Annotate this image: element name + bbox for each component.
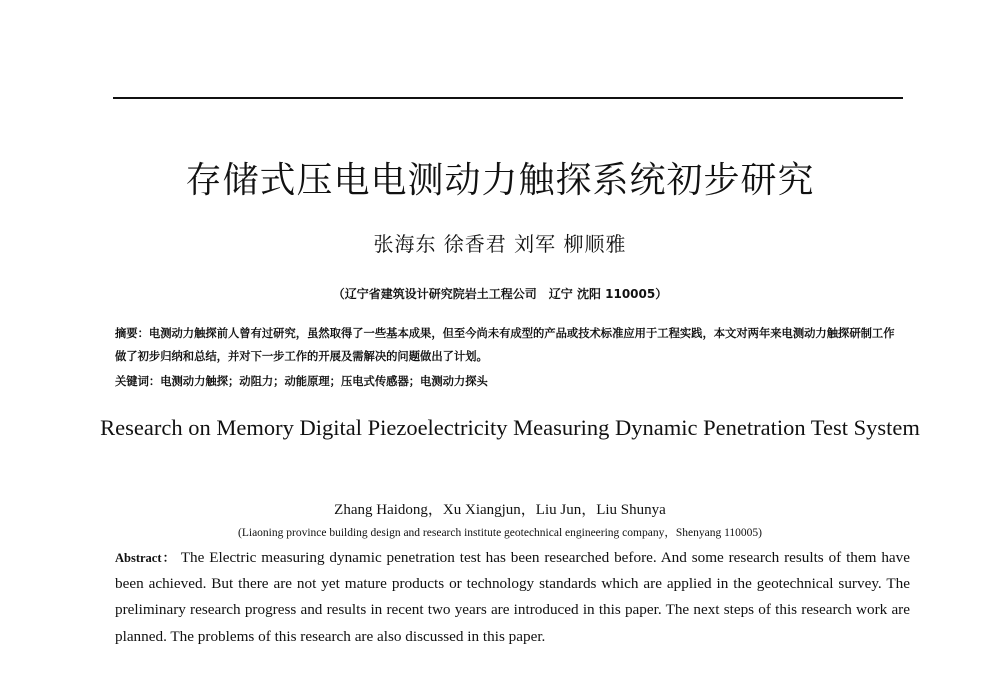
english-abstract-text: The Electric measuring dynamic penetration test has been researched before. And some research results of them have been achieved. But there are not yet mature products or technology standards which are applied in the geotechnical survey. The preliminary research progress and results in recent two years are introduced in this paper. The next steps of this research work are planned. The problems of this research are also discussed in this paper. — [115, 549, 910, 645]
chinese-title: 存储式压电电测动力触探系统初步研究 — [185, 160, 815, 201]
chinese-abstract-label: 摘要： — [115, 327, 149, 340]
chinese-keywords — [115, 370, 905, 393]
english-abstract — [115, 545, 910, 650]
header-rule — [113, 97, 903, 99]
chinese-keywords-text: 电测动力触探；动阻力；动能原理；压电式传感器；电测动力探头 — [160, 375, 488, 388]
chinese-affiliation: （辽宁省建筑设计研究院岩土工程公司 辽宁 沈阳 110005） — [332, 287, 668, 301]
english-authors: Zhang Haidong，Xu Xiangjun，Liu Jun，Liu Shunya — [334, 502, 666, 518]
chinese-abstract-text: 电测动力触探前人曾有过研究，虽然取得了一些基本成果，但至今尚未有成型的产品或技术标准应用于工程实践，本文对两年来电测动力触探研制工作做了初步归纳和总结，并对下一步工作的开展及需解决的问题做出了计划。 — [115, 327, 895, 363]
english-abstract-label: Abstract： — [115, 551, 177, 565]
english-title: Research on Memory Digital Piezoelectricity Measuring Dynamic Penetration Test System — [100, 415, 920, 440]
chinese-authors: 张海东 徐香君 刘军 柳顺雅 — [373, 232, 627, 256]
chinese-keywords-label: 关键词： — [115, 375, 161, 388]
english-affiliation: (Liaoning province building design and research institute geotechnical engineering company，Shenyang 110005) — [238, 527, 762, 539]
chinese-abstract — [115, 322, 905, 368]
